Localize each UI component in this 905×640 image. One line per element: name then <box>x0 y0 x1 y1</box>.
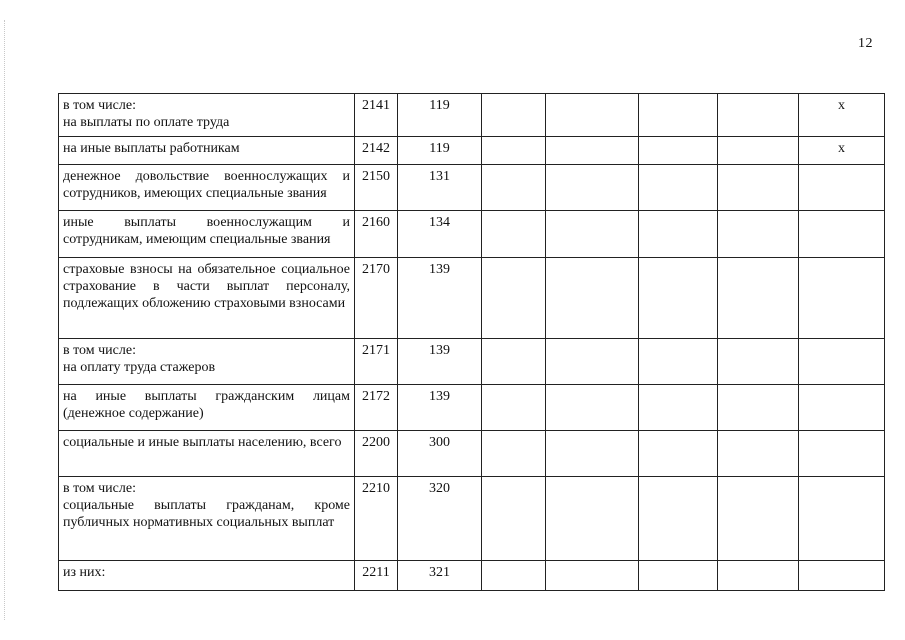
line-code-cell: 2160 <box>355 211 398 258</box>
value-cell <box>482 431 546 477</box>
row-name-cell <box>59 94 355 137</box>
value-cell <box>718 94 799 137</box>
value-cell <box>639 211 718 258</box>
row-name-cell <box>59 165 355 211</box>
classifier-code-cell: 300 <box>398 431 482 477</box>
table-row <box>59 94 885 137</box>
value-cell <box>482 477 546 561</box>
last-column-cell <box>799 431 885 477</box>
value-cell <box>546 477 639 561</box>
table-row <box>59 165 885 211</box>
value-cell <box>639 385 718 431</box>
value-cell <box>482 211 546 258</box>
value-cell <box>718 258 799 339</box>
classifier-code-cell: 134 <box>398 211 482 258</box>
table-row <box>59 137 885 165</box>
line-code-cell: 2142 <box>355 137 398 165</box>
line-code-cell: 2150 <box>355 165 398 211</box>
table-row <box>59 431 885 477</box>
last-column-cell <box>799 561 885 591</box>
value-cell <box>546 165 639 211</box>
row-name-text: в том числе: <box>63 481 136 496</box>
value-cell <box>482 561 546 591</box>
classifier-code-cell: 131 <box>398 165 482 211</box>
value-cell <box>546 431 639 477</box>
row-name-text: в том числе: <box>63 343 136 358</box>
last-column-cell <box>799 258 885 339</box>
line-code-cell: 2171 <box>355 339 398 385</box>
line-code-cell: 2170 <box>355 258 398 339</box>
row-name-text: иные выплаты военнослужащим и сотрудникам, имеющим специальные звания <box>63 215 350 247</box>
value-cell <box>482 258 546 339</box>
value-cell <box>639 561 718 591</box>
row-name-text: социальные и иные выплаты населению, всего <box>63 435 342 450</box>
row-name-cell <box>59 137 355 165</box>
row-name-text: на оплату труда стажеров <box>63 360 216 375</box>
page-number: 12 <box>858 36 873 51</box>
value-cell <box>718 385 799 431</box>
value-cell <box>718 477 799 561</box>
line-code-cell: 2200 <box>355 431 398 477</box>
value-cell <box>718 137 799 165</box>
value-cell <box>546 258 639 339</box>
value-cell <box>639 137 718 165</box>
page-edge-mark <box>4 20 6 620</box>
value-cell <box>546 94 639 137</box>
row-name-text: страховые взносы на обязательное социальное страхование в части выплат персоналу, подлежащих обложению страховыми взносами <box>63 262 350 311</box>
table-row <box>59 258 885 339</box>
value-cell <box>546 385 639 431</box>
value-cell <box>482 165 546 211</box>
value-cell <box>718 339 799 385</box>
row-name-text: на иные выплаты гражданским лицам (денежное содержание) <box>63 389 350 421</box>
classifier-code-cell: 119 <box>398 94 482 137</box>
classifier-code-cell: 139 <box>398 385 482 431</box>
row-name-text: на иные выплаты работникам <box>63 141 240 156</box>
row-name-text: социальные выплаты гражданам, кроме публичных нормативных социальных выплат <box>63 498 350 530</box>
last-column-cell <box>799 165 885 211</box>
row-name-cell <box>59 258 355 339</box>
table-row <box>59 477 885 561</box>
classifier-code-cell: 139 <box>398 258 482 339</box>
row-name-cell <box>59 431 355 477</box>
row-name-cell <box>59 211 355 258</box>
value-cell <box>546 211 639 258</box>
row-name-cell <box>59 385 355 431</box>
row-name-text: на выплаты по оплате труда <box>63 115 230 130</box>
classifier-code-cell: 119 <box>398 137 482 165</box>
row-name-cell <box>59 561 355 591</box>
line-code-cell: 2172 <box>355 385 398 431</box>
line-code-cell: 2141 <box>355 94 398 137</box>
last-column-cell: х <box>799 137 885 165</box>
line-code-cell: 2210 <box>355 477 398 561</box>
last-column-cell <box>799 477 885 561</box>
value-cell <box>546 137 639 165</box>
value-cell <box>482 339 546 385</box>
classifier-code-cell: 320 <box>398 477 482 561</box>
table-row <box>59 211 885 258</box>
value-cell <box>718 561 799 591</box>
budget-table <box>58 93 885 591</box>
last-column-cell <box>799 211 885 258</box>
value-cell <box>639 477 718 561</box>
classifier-code-cell: 321 <box>398 561 482 591</box>
row-name-cell <box>59 477 355 561</box>
line-code-cell: 2211 <box>355 561 398 591</box>
classifier-code-cell: 139 <box>398 339 482 385</box>
value-cell <box>718 211 799 258</box>
table-row <box>59 561 885 591</box>
row-name-text: из них: <box>63 565 106 580</box>
last-column-cell <box>799 385 885 431</box>
last-column-cell: х <box>799 94 885 137</box>
value-cell <box>718 165 799 211</box>
row-name-cell <box>59 339 355 385</box>
value-cell <box>639 431 718 477</box>
table-row <box>59 385 885 431</box>
row-name-text: денежное довольствие военнослужащих и сотрудников, имеющих специальные звания <box>63 169 350 201</box>
value-cell <box>718 431 799 477</box>
value-cell <box>482 385 546 431</box>
value-cell <box>546 561 639 591</box>
row-name-text: в том числе: <box>63 98 136 113</box>
last-column-cell <box>799 339 885 385</box>
value-cell <box>639 339 718 385</box>
value-cell <box>639 258 718 339</box>
table-body <box>59 94 885 591</box>
table-row <box>59 339 885 385</box>
value-cell <box>482 137 546 165</box>
value-cell <box>546 339 639 385</box>
value-cell <box>639 94 718 137</box>
value-cell <box>482 94 546 137</box>
value-cell <box>639 165 718 211</box>
